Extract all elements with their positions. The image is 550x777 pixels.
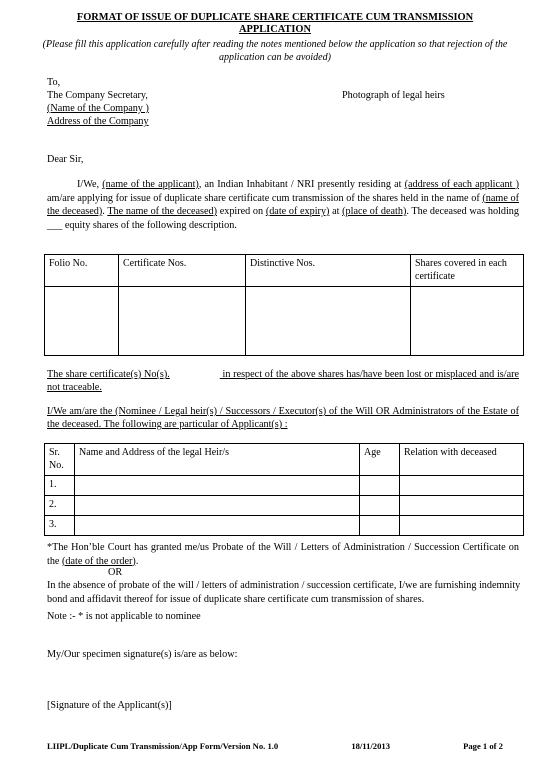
page-footer	[47, 740, 503, 753]
recipient-line: The Company Secretary,	[47, 90, 148, 101]
shares-header-distinctive: Distinctive Nos.	[246, 255, 411, 287]
nominee-statement: I/We am/are the (Nominee / Legal heir(s) / Successors / Executor(s) of the Will OR Administrators of the Estate of the deceased. The following are particular of Applicant(s) :	[47, 406, 519, 430]
shares-table	[44, 254, 524, 356]
form-title-line2: APPLICATION	[239, 24, 311, 35]
intro-text-6: at	[329, 206, 343, 217]
intro-paragraph	[47, 178, 519, 232]
heirs-row	[45, 516, 524, 536]
probate-text-1: *The Hon’ble Court has granted me/us Probate of the Will / Letters of Administration / Succession Certificate on the	[47, 542, 519, 567]
heirs-header-name: Name and Address of the legal Heir/s	[75, 444, 360, 476]
shares-table-header-row	[45, 255, 524, 287]
intro-text-1: I/We,	[77, 179, 103, 190]
to-label: To,	[47, 77, 61, 88]
or-separator: OR	[108, 567, 123, 578]
probate-paragraph	[47, 541, 519, 568]
heirs-header-age: Age	[360, 444, 400, 476]
distinctive-cell[interactable]	[246, 287, 411, 356]
lost-statement	[47, 368, 519, 394]
applicant-address-placeholder: (address of each applicant )	[404, 179, 520, 190]
company-address-placeholder: Address of the Company	[47, 116, 149, 127]
heirs-row	[45, 476, 524, 496]
place-of-death-placeholder: (place of death)	[342, 206, 407, 217]
probate-text-2: .	[135, 555, 139, 567]
heir-name-cell[interactable]	[75, 476, 360, 496]
heir-age-cell[interactable]	[360, 496, 400, 516]
heirs-table-header-row	[45, 444, 524, 476]
heir-relation-cell[interactable]	[400, 516, 524, 536]
certificate-cell[interactable]	[119, 287, 246, 356]
intro-text-7: . The deceased was holding ___ equity shares of the following description.	[47, 206, 519, 231]
shares-header-folio: Folio No.	[45, 255, 119, 287]
folio-cell[interactable]	[45, 287, 119, 356]
date-of-order-placeholder: (date of the order)	[62, 555, 136, 567]
lost-statement-part1: The share certificate(s) No(s).	[47, 369, 170, 380]
intro-text-2: , an Indian Inhabitant / NRI presently residing at	[198, 179, 405, 190]
heirs-row-number: 3.	[45, 516, 75, 536]
deceased-name-placeholder: (name of the deceased)	[47, 192, 519, 217]
absence-paragraph: In the absence of probate of the will / letters of administration / succession certificate, I/we are furnishing indemnity bond and affidavit thereof for issue of duplicate share certificate cum transmission of shares.	[47, 580, 521, 605]
heir-name-cell[interactable]	[75, 496, 360, 516]
date-of-expiry-placeholder: (date of expiry)	[265, 206, 330, 217]
heirs-row-number: 1.	[45, 476, 75, 496]
footer-form-id: LIIPL/Duplicate Cum Transmission/App Form/Version No. 1.0	[47, 741, 279, 751]
heir-age-cell[interactable]	[360, 476, 400, 496]
heirs-header-relation: Relation with deceased	[400, 444, 524, 476]
heirs-row-number: 2.	[45, 496, 75, 516]
form-title	[0, 12, 550, 36]
form-title-line1: FORMAT OF ISSUE OF DUPLICATE SHARE CERTIFICATE CUM TRANSMISSION	[76, 12, 474, 23]
form-subtitle: (Please fill this application carefully after reading the notes mentioned below the application so that rejection of the application can be avoided)	[42, 39, 508, 63]
company-name-placeholder: (Name of the Company )	[47, 103, 149, 114]
heir-relation-cell[interactable]	[400, 496, 524, 516]
salutation: Dear Sir,	[47, 154, 84, 165]
intro-text-3: am/are applying for issue of duplicate share certificate cum transmission of the shares held in the name of	[47, 192, 483, 204]
lost-statement-part2: in respect of the above shares has/have been lost or misplaced and is/are not traceable.	[47, 369, 520, 393]
shares-header-certificate: Certificate Nos.	[119, 255, 246, 287]
shares-table-blank-row	[45, 287, 524, 356]
deceased-name-placeholder-2: The name of the deceased)	[107, 206, 218, 217]
heir-relation-cell[interactable]	[400, 476, 524, 496]
signature-label: [Signature of the Applicant(s)]	[47, 700, 172, 711]
photo-label: Photograph of legal heirs	[342, 90, 445, 101]
intro-text-4: .	[102, 206, 108, 217]
shares-header-covered: Shares covered in each certificate	[411, 255, 524, 287]
note-line: Note :- * is not applicable to nominee	[47, 611, 201, 622]
heir-age-cell[interactable]	[360, 516, 400, 536]
covered-cell[interactable]	[411, 287, 524, 356]
heirs-header-srno: Sr. No.	[45, 444, 75, 476]
heir-name-cell[interactable]	[75, 516, 360, 536]
intro-text-5: expired on	[217, 206, 266, 217]
heirs-row	[45, 496, 524, 516]
footer-page-number: Page 1 of 2	[463, 741, 503, 751]
footer-date: 18/11/2013	[351, 741, 390, 751]
applicant-name-placeholder: (name of the applicant)	[102, 179, 199, 190]
heirs-table	[44, 443, 524, 536]
signature-intro: My/Our specimen signature(s) is/are as below:	[47, 649, 238, 660]
